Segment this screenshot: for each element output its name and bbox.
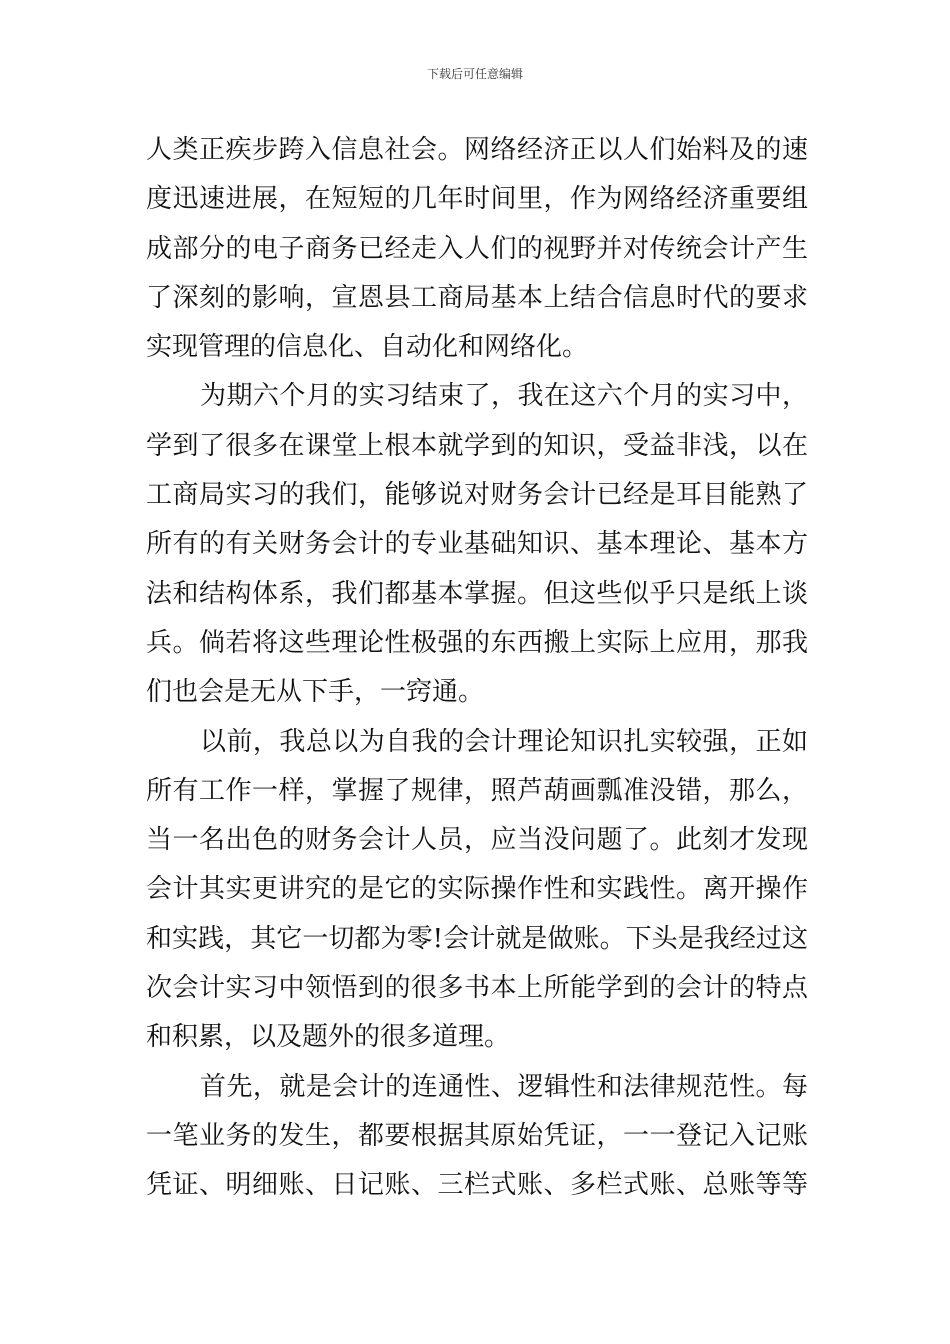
text-line: 学到了很多在课堂上根本就学到的知识，受益非浅，以在 xyxy=(146,430,808,461)
text-line: 凭证、明细账、日记账、三栏式账、多栏式账、总账等等 xyxy=(146,1170,808,1201)
text-line: 所有工作一样，掌握了规律，照芦葫画瓢准没错，那么， xyxy=(146,775,808,806)
text-line: 所有的有关财务会计的专业基础知识、基本理论、基本方 xyxy=(146,529,808,560)
text-line: 实现管理的信息化、自动化和网络化。 xyxy=(146,332,589,363)
text-line: 一笔业务的发生，都要根据其原始凭证，一一登记入记账 xyxy=(146,1120,808,1151)
page-header: 下载后可任意编辑 xyxy=(426,67,523,81)
paragraph xyxy=(146,1063,808,1211)
text-line: 们也会是无从下手，一窍通。 xyxy=(146,677,485,708)
text-line: 首先，就是会计的连通性、逻辑性和法律规范性。每 xyxy=(200,1071,808,1102)
text-line: 人类正疾步跨入信息社会。网络经济正以人们始料及的速 xyxy=(146,135,808,165)
text-line: 会计其实更讲究的是它的实际操作性和实践性。离开操作 xyxy=(146,874,808,905)
text-line: 以前，我总以为自我的会计理论知识扎实较强，正如 xyxy=(200,726,808,757)
text-line: 次会计实习中领悟到的很多书本上所能学到的会计的特点 xyxy=(146,973,808,1004)
paragraph xyxy=(146,718,808,1063)
document-body xyxy=(146,126,808,1211)
text-line: 了深刻的影响，宣恩县工商局基本上结合信息时代的要求 xyxy=(146,282,808,313)
paragraph xyxy=(146,126,808,372)
text-line: 法和结构体系，我们都基本掌握。但这些似乎只是纸上谈 xyxy=(146,578,808,609)
text-line: 工商局实习的我们，能够说对财务会计已经是耳目能熟了 xyxy=(146,480,808,511)
text-line: 和积累，以及题外的很多道理。 xyxy=(146,1022,511,1053)
text-line: 为期六个月的实习结束了，我在这六个月的实习中， xyxy=(200,381,808,412)
text-line: 兵。倘若将这些理论性极强的东西搬上实际上应用，那我 xyxy=(146,627,808,658)
text-line: 和实践，其它一切都为零!会计就是做账。下头是我经过这 xyxy=(146,923,808,954)
text-line: 当一名出色的财务会计人员，应当没问题了。此刻才发现 xyxy=(146,825,808,856)
paragraph xyxy=(146,372,808,717)
text-line: 成部分的电子商务已经走入人们的视野并对传统会计产生 xyxy=(146,233,808,264)
text-line: 度迅速进展，在短短的几年时间里，作为网络经济重要组 xyxy=(146,184,808,215)
